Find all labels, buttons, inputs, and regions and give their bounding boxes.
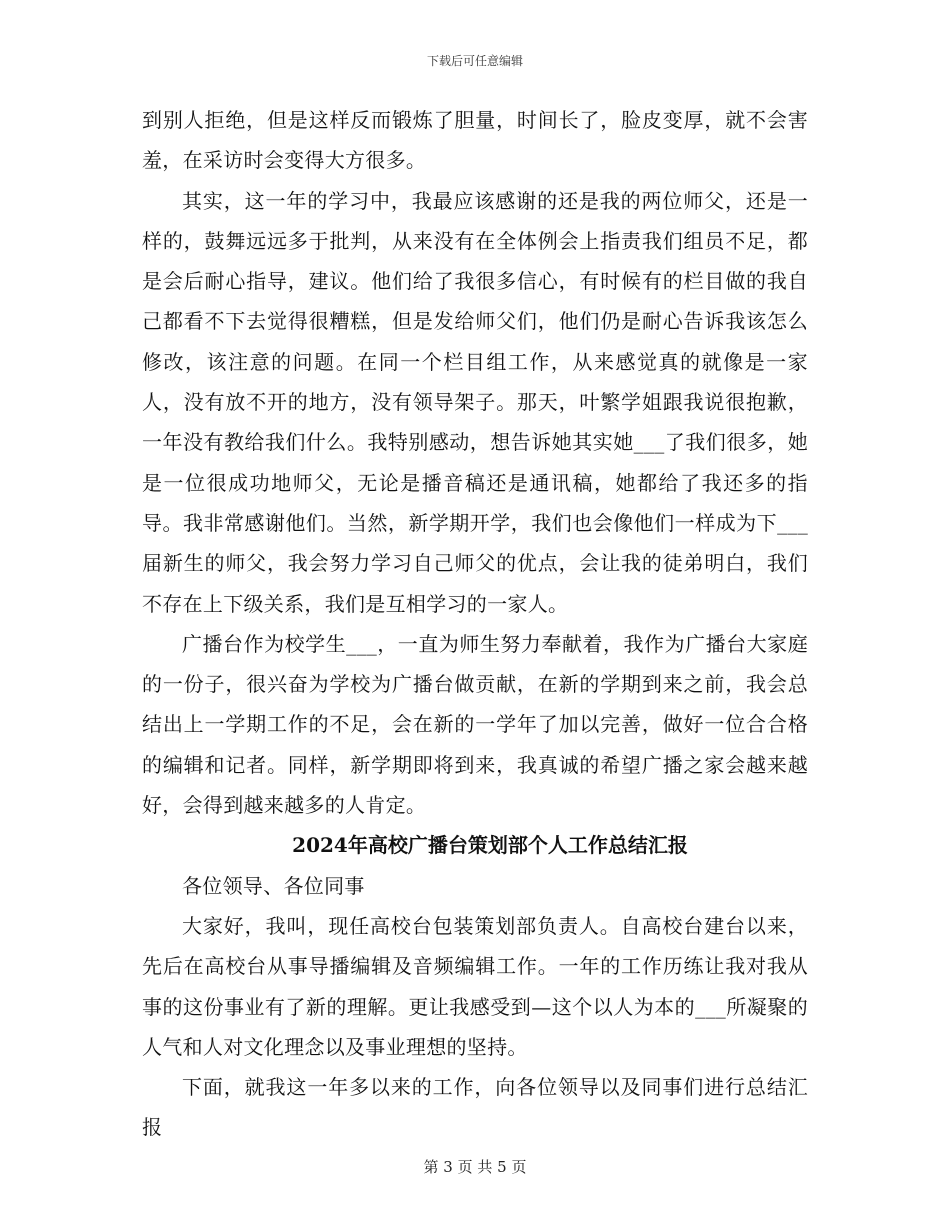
paragraph-greeting: 各位领导、各位同事 bbox=[182, 873, 365, 898]
page-header: 下载后可任意编辑 bbox=[426, 54, 523, 68]
paragraph-summary-lead: 下面，就我这一年多以来的工作，向各位领导以及同事们进行总结汇报 bbox=[142, 1075, 808, 1140]
paragraph-continuation: 到别人拒绝，但是这样反而锻炼了胆量，时间长了，脸皮变厚，就不会害羞，在采访时会变得大方很多。 bbox=[142, 108, 808, 173]
paragraph-introduction: 大家好，我叫，现任高校台包装策划部负责人。自高校台建台以来，先后在高校台从事导播编辑及音频编辑工作。一年的工作历练让我对我从事的这份事业有了新的理解。更让我感受到—这个以人为本的___所凝聚的人气和人对文化理念以及事业理想的坚持。 bbox=[142, 913, 808, 1059]
page-number: 第 3 页 共 5 页 bbox=[423, 1158, 527, 1176]
section-title: 2024年高校广播台策划部个人工作总结汇报 bbox=[292, 833, 688, 858]
document-body bbox=[142, 100, 808, 1148]
paragraph-mentors: 其实，这一年的学习中，我最应该感谢的还是我的两位师父，还是一样的，鼓舞远远多于批判，从来没有在全体例会上指责我们组员不足，都是会后耐心指导，建议。他们给了我很多信心，有时候有的栏目做的我自己都看不下去觉得很糟糕，但是发给师父们，他们仍是耐心告诉我该怎么修改，该注意的问题。在同一个栏目组工作，从来感觉真的就像是一家人，没有放不开的地方，没有领导架子。那天，叶繁学姐跟我说很抱歉，一年没有教给我们什么。我特别感动，想告诉她其实她___了我们很多，她是一位很成功地师父，无论是播音稿还是通讯稿，她都给了我还多的指导。我非常感谢他们。当然，新学期开学，我们也会像他们一样成为下___届新生的师父，我会努力学习自己师父的优点，会让我的徒弟明白，我们不存在上下级关系，我们是互相学习的一家人。 bbox=[142, 188, 808, 616]
paragraph-radio-station: 广播台作为校学生___，一直为师生努力奉献着，我作为广播台大家庭的一份子，很兴奋为学校为广播台做贡献，在新的学期到来之前，我会总结出上一学期工作的不足，会在新的一学年了加以完善，做好一位合合格的编辑和记者。同样，新学期即将到来，我真诚的希望广播之家会越来越好，会得到越来越多的人肯定。 bbox=[142, 631, 808, 818]
